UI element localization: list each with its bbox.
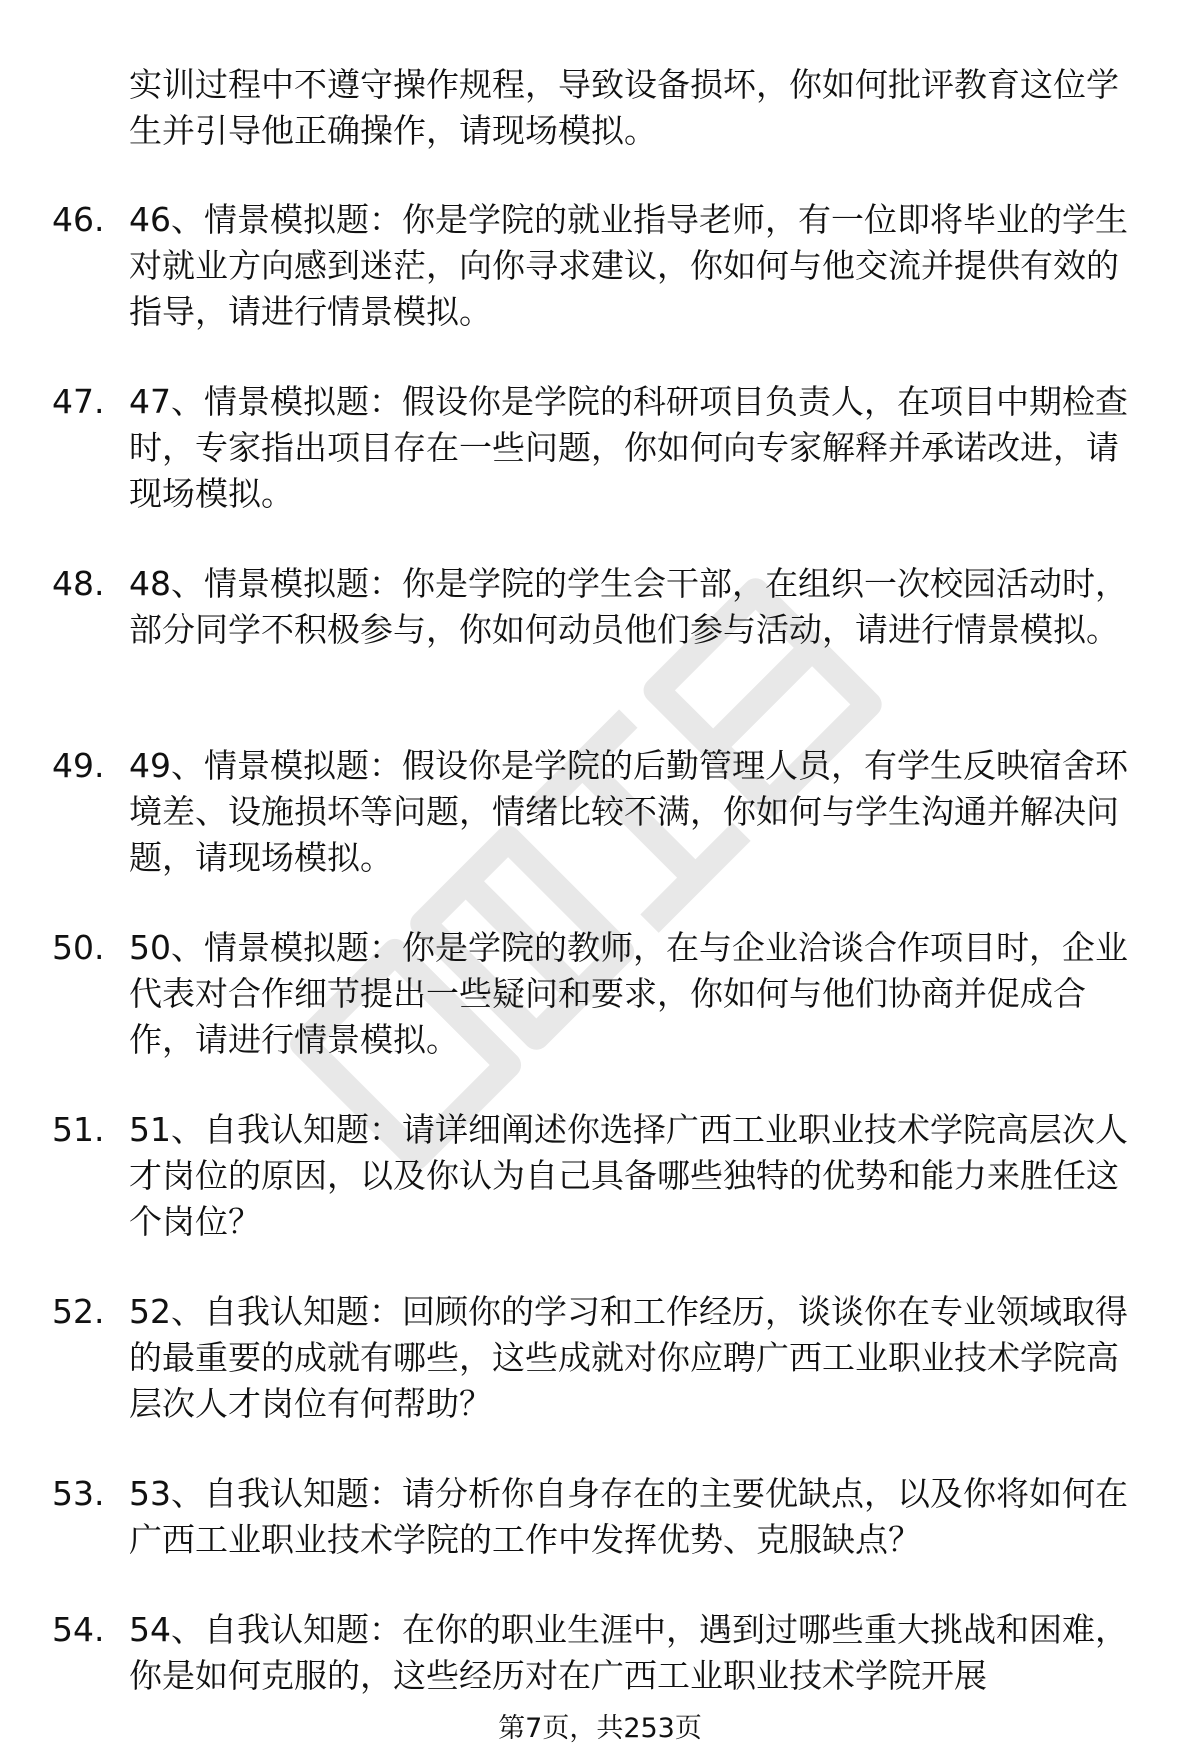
question-number: 50. <box>52 928 105 967</box>
list-item <box>0 1107 1200 1289</box>
list-item <box>0 1607 1200 1699</box>
page-footer: 第7页，共253页 <box>498 1713 702 1744</box>
question-list <box>0 197 1200 1699</box>
list-item <box>0 1289 1200 1471</box>
question-number: 51. <box>52 1110 105 1149</box>
question-text: 48、情景模拟题：你是学院的学生会干部，在组织一次校园活动时，部分同学不积极参与，你如何动员他们参与活动，请进行情景模拟。 <box>129 564 1128 649</box>
question-number: 52. <box>52 1292 105 1331</box>
question-number: 47. <box>52 382 105 421</box>
list-item <box>0 1471 1200 1607</box>
question-number: 54. <box>52 1610 105 1649</box>
question-text: 47、情景模拟题：假设你是学院的科研项目负责人，在项目中期检查时，专家指出项目存在一些问题，你如何向专家解释并承诺改进，请现场模拟。 <box>129 382 1128 513</box>
question-text: 54、自我认知题：在你的职业生涯中，遇到过哪些重大挑战和困难，你是如何克服的，这些经历对在广西工业职业技术学院开展 <box>129 1610 1128 1695</box>
question-text: 46、情景模拟题：你是学院的就业指导老师，有一位即将毕业的学生对就业方向感到迷茫，向你寻求建议，你如何与他交流并提供有效的指导，请进行情景模拟。 <box>129 200 1128 331</box>
question-number: 49. <box>52 746 105 785</box>
question-text: 53、自我认知题：请分析你自身存在的主要优缺点，以及你将如何在广西工业职业技术学院的工作中发挥优势、克服缺点？ <box>129 1474 1128 1559</box>
continuation-text: 实训过程中不遵守操作规程，导致设备损坏，你如何批评教育这位学生并引导他正确操作，请现场模拟。 <box>129 65 1119 150</box>
list-item <box>0 925 1200 1107</box>
question-number: 46. <box>52 200 105 239</box>
question-number: 53. <box>52 1474 105 1513</box>
list-item <box>0 561 1200 743</box>
question-text: 52、自我认知题：回顾你的学习和工作经历，谈谈你在专业领域取得的最重要的成就有哪些，这些成就对你应聘广西工业职业技术学院高层次人才岗位有何帮助？ <box>129 1292 1128 1423</box>
question-number: 48. <box>52 564 105 603</box>
list-item <box>0 379 1200 561</box>
question-text: 51、自我认知题：请详细阐述你选择广西工业职业技术学院高层次人才岗位的原因，以及你认为自己具备哪些独特的优势和能力来胜任这个岗位？ <box>129 1110 1128 1241</box>
list-item <box>0 197 1200 379</box>
list-item <box>0 743 1200 925</box>
question-text: 49、情景模拟题：假设你是学院的后勤管理人员，有学生反映宿舍环境差、设施损坏等问题，情绪比较不满，你如何与学生沟通并解决问题，请现场模拟。 <box>129 746 1128 877</box>
question-text: 50、情景模拟题：你是学院的教师，在与企业洽谈合作项目时，企业代表对合作细节提出一些疑问和要求，你如何与他们协商并促成合作，请进行情景模拟。 <box>129 928 1128 1059</box>
